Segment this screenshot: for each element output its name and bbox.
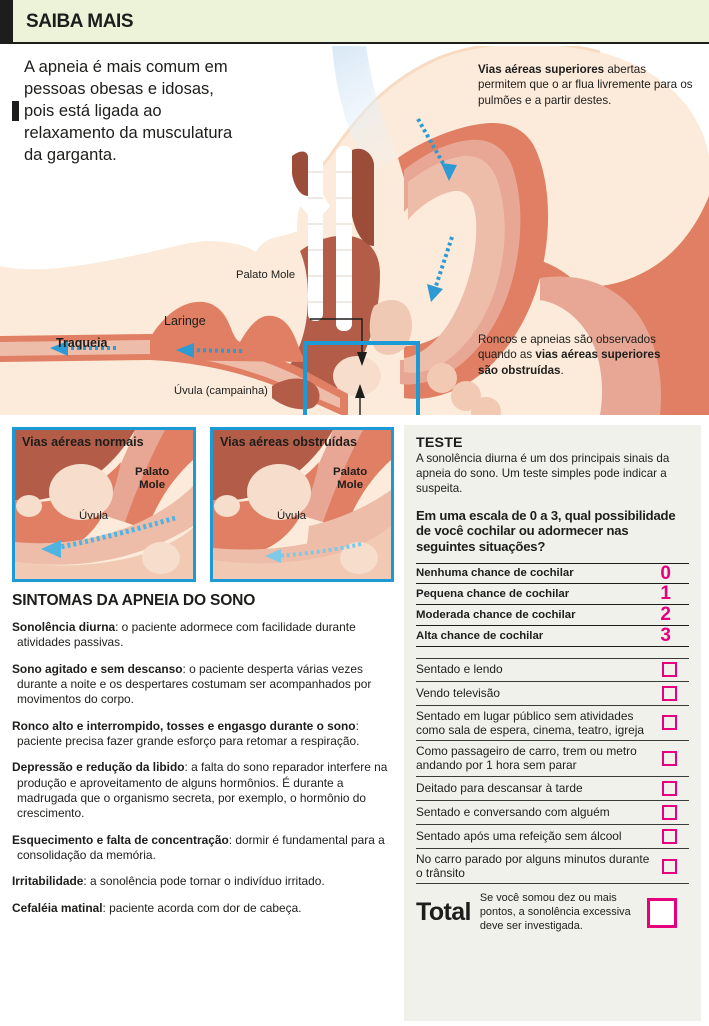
situation-label: No carro parado por alguns minutos durante o trânsito — [416, 851, 650, 880]
situation-label: Sentado e lendo — [416, 662, 503, 677]
scale-label: Moderada chance de cochilar — [416, 608, 576, 621]
situation-row[interactable] — [416, 777, 689, 801]
callout-upper-airways — [478, 62, 694, 108]
symptom-description: : o paciente desperta várias vezes durante a noite e os despertares costumam ser acompanhados por movimentos do corpo. — [17, 661, 372, 707]
situation-checkbox[interactable] — [662, 751, 677, 766]
detail-obstructed-label-palato: Palato Mole — [333, 466, 368, 491]
situation-label: Sentado em lugar público sem atividades como sala de espera, cinema, teatro, igreja — [416, 708, 645, 737]
scale-value: 3 — [660, 625, 671, 647]
detail-obstructed-label-uvula: Úvula — [277, 510, 307, 522]
situation-checkbox[interactable] — [662, 781, 677, 796]
teste-heading: TESTE — [416, 435, 463, 451]
teste-total-label: Total — [416, 898, 471, 927]
label-laringe: Laringe — [164, 314, 206, 328]
symptom-item — [12, 719, 396, 750]
scale-label: Pequena chance de cochilar — [416, 587, 570, 600]
situation-row[interactable] — [416, 682, 689, 706]
obstructed-airway-svg — [213, 430, 391, 579]
symptom-term: Esquecimento e falta de concentração — [12, 832, 229, 847]
detail-panel-normal-airway — [12, 427, 196, 582]
situation-row[interactable] — [416, 658, 689, 682]
detail-panel-obstructed-title: Vias aéreas obstruídas — [220, 435, 357, 449]
situation-checkbox[interactable] — [662, 805, 677, 820]
header-banner — [0, 0, 709, 44]
symptom-description: : a sonolência pode tornar o indivíduo irritado. — [83, 874, 325, 889]
situation-checkbox[interactable] — [662, 686, 677, 701]
scale-row — [416, 563, 689, 584]
scale-label: Alta chance de cochilar — [416, 629, 544, 642]
callout-snoring-lead: Roncos e apneias são observados quando as — [478, 333, 656, 362]
symptom-item — [12, 620, 396, 651]
symptom-term: Ronco alto e interrompido, tosses e engasgo durante o sono — [12, 718, 356, 733]
teste-scale-legend — [416, 563, 689, 647]
situation-row[interactable] — [416, 801, 689, 825]
symptom-description: : o paciente adormece com facilidade durante atividades passivas. — [17, 620, 356, 650]
symptom-item — [12, 833, 396, 864]
label-palato-mole: Palato Mole — [236, 269, 296, 281]
symptom-description: : dormir é fundamental para a consolidação da memória. — [17, 832, 385, 863]
scale-value: 2 — [660, 604, 671, 626]
teste-total-text: Se você somou dez ou mais pontos, a sonolência excessiva deve ser investigada. — [479, 892, 631, 932]
scale-value: 1 — [660, 583, 671, 605]
page-title: SAIBA MAIS — [26, 11, 134, 32]
situation-label: Deitado para descansar à tarde — [416, 781, 583, 796]
symptom-item — [12, 901, 396, 916]
situation-row[interactable] — [416, 825, 689, 849]
symptom-description: : a falta do sono reparador interfere na produção e aproveitamento de alguns hormônios. É durante a madrugada que o organismo secreta, por exemplo, o hormônio do crescimento. — [17, 760, 388, 821]
symptom-item — [12, 874, 396, 889]
symptom-term: Depressão e redução da libido — [12, 760, 185, 775]
callout-snoring — [478, 332, 678, 378]
symptom-description: : paciente acorda com dor de cabeça. — [102, 900, 302, 915]
detail-panel-obstructed-airway — [210, 427, 394, 582]
situation-checkbox[interactable] — [662, 859, 677, 874]
teste-question: Em uma escala de 0 a 3, qual possibilidade de você cochilar ou adormecer nas seguintes situações? — [416, 507, 676, 555]
situation-checkbox[interactable] — [662, 662, 677, 677]
scale-value: 0 — [660, 562, 671, 584]
detail-normal-label-uvula: Úvula — [79, 510, 109, 522]
situation-row[interactable] — [416, 706, 689, 742]
detail-panel-normal-title: Vias aéreas normais — [22, 435, 144, 449]
situation-label: Como passageiro de carro, trem ou metro andando por 1 hora sem parar — [416, 744, 637, 773]
callout-snoring-tail: . — [560, 363, 564, 377]
teste-intro: A sonolência diurna é um dos principais sinais da apneia do sono. Um teste simples pode indicar a suspeita. — [416, 452, 670, 495]
symptoms-section — [12, 592, 396, 927]
situation-label: Vendo televisão — [416, 685, 500, 700]
scale-row — [416, 584, 689, 605]
situation-checkbox[interactable] — [662, 829, 677, 844]
scale-row — [416, 626, 689, 647]
situation-row[interactable] — [416, 741, 689, 777]
intro-accent-bar — [12, 101, 19, 121]
callout-upper-airways-term: Vias aéreas superiores — [478, 63, 605, 76]
symptoms-list — [12, 620, 396, 916]
teste-panel — [404, 425, 701, 1021]
symptom-term: Sono agitado e sem descanso — [12, 661, 183, 676]
callout-upper-airways-rest: abertas permitem que o ar flua livremente para os pulmões e a partir destes. — [478, 63, 693, 107]
label-uvula: Úvula (campainha) — [174, 385, 268, 397]
label-traqueia: Traqueia — [56, 336, 108, 350]
teste-situations-list — [416, 658, 689, 885]
situation-label: Sentado após uma refeição sem álcool — [416, 829, 622, 844]
symptom-term: Irritabilidade — [12, 874, 84, 889]
situation-checkbox[interactable] — [662, 715, 677, 730]
detail-normal-label-palato: Palato Mole — [135, 466, 170, 491]
intro-paragraph: A apneia é mais comum em pessoas obesas e idosas, pois está ligada ao relaxamento da musculatura da garganta. — [24, 58, 233, 164]
situation-label: Sentado e conversando com alguém — [416, 805, 610, 820]
header-accent-bar — [0, 0, 13, 44]
normal-airway-svg — [15, 430, 193, 579]
symptom-term: Sonolência diurna — [12, 620, 116, 634]
symptom-item — [12, 662, 396, 708]
teste-total-row — [416, 892, 689, 933]
teste-total-checkbox[interactable] — [647, 898, 677, 928]
symptom-item — [12, 760, 396, 821]
scale-label: Nenhuma chance de cochilar — [416, 567, 574, 580]
symptom-term: Cefaléia matinal — [12, 900, 103, 915]
symptoms-heading: SINTOMAS DA APNEIA DO SONO — [12, 592, 256, 609]
scale-row — [416, 605, 689, 626]
situation-row[interactable] — [416, 849, 689, 885]
symptom-description: : paciente precisa fazer grande esforço para retomar a respiração. — [17, 718, 360, 749]
callout-snoring-term: vias aéreas superiores são obstruídas — [478, 348, 661, 377]
